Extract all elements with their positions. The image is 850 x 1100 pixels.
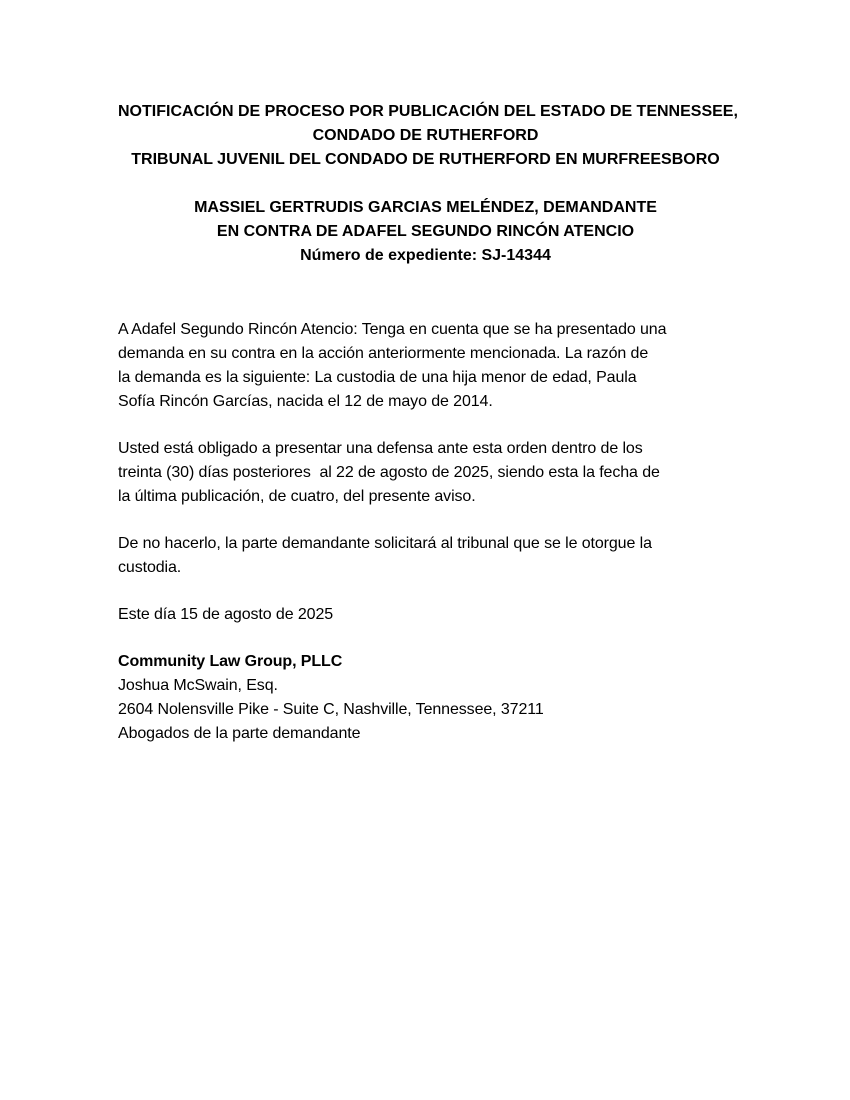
paragraph-line: demanda en su contra en la acción anteriormente mencionada. La razón de [118,345,649,362]
title-line-3: TRIBUNAL JUVENIL DEL CONDADO DE RUTHERFORD EN MURFREESBORO [131,151,720,168]
notice-paragraph-deadline [118,437,733,509]
paragraph-line: la demanda es la siguiente: La custodia de una hija menor de edad, Paula [118,369,637,386]
paragraph-line: A Adafel Segundo Rincón Atencio: Tenga en cuenta que se ha presentado una [118,321,667,338]
attorney-name: Joshua McSwain, Esq. [118,677,278,694]
notice-date: Este día 15 de agosto de 2025 [118,606,334,623]
plaintiff-line: MASSIEL GERTRUDIS GARCIAS MELÉNDEZ, DEMANDANTE [194,199,657,216]
notice-paragraph-complaint [118,318,733,414]
paragraph-line: custodia. [118,559,182,576]
paragraph-line: Sofía Rincón Garcías, nacida el 12 de mayo de 2014. [118,393,493,410]
legal-notice-page [118,100,738,746]
signature-block [118,650,733,746]
paragraph-line: De no hacerlo, la parte demandante solicitará al tribunal que se le otorgue la [118,535,652,552]
title-line-1: NOTIFICACIÓN DE PROCESO POR PUBLICACIÓN DEL ESTADO DE TENNESSEE, [118,103,738,120]
firm-address: 2604 Nolensville Pike - Suite C, Nashville, Tennessee, 37211 [118,701,544,718]
case-caption [118,196,733,268]
attorney-role: Abogados de la parte demandante [118,725,361,742]
case-number-line: Número de expediente: SJ-14344 [300,247,551,264]
paragraph-line: la última publicación, de cuatro, del presente aviso. [118,488,476,505]
notice-paragraph-default [118,532,733,580]
paragraph-line: Usted está obligado a presentar una defensa ante esta orden dentro de los [118,440,643,457]
law-firm-name: Community Law Group, PLLC [118,653,343,670]
title-line-2: CONDADO DE RUTHERFORD [312,127,539,144]
notice-title [118,100,738,172]
paragraph-line: treinta (30) días posteriores al 22 de agosto de 2025, siendo esta la fecha de [118,464,660,481]
defendant-line: EN CONTRA DE ADAFEL SEGUNDO RINCÓN ATENCIO [216,223,635,240]
